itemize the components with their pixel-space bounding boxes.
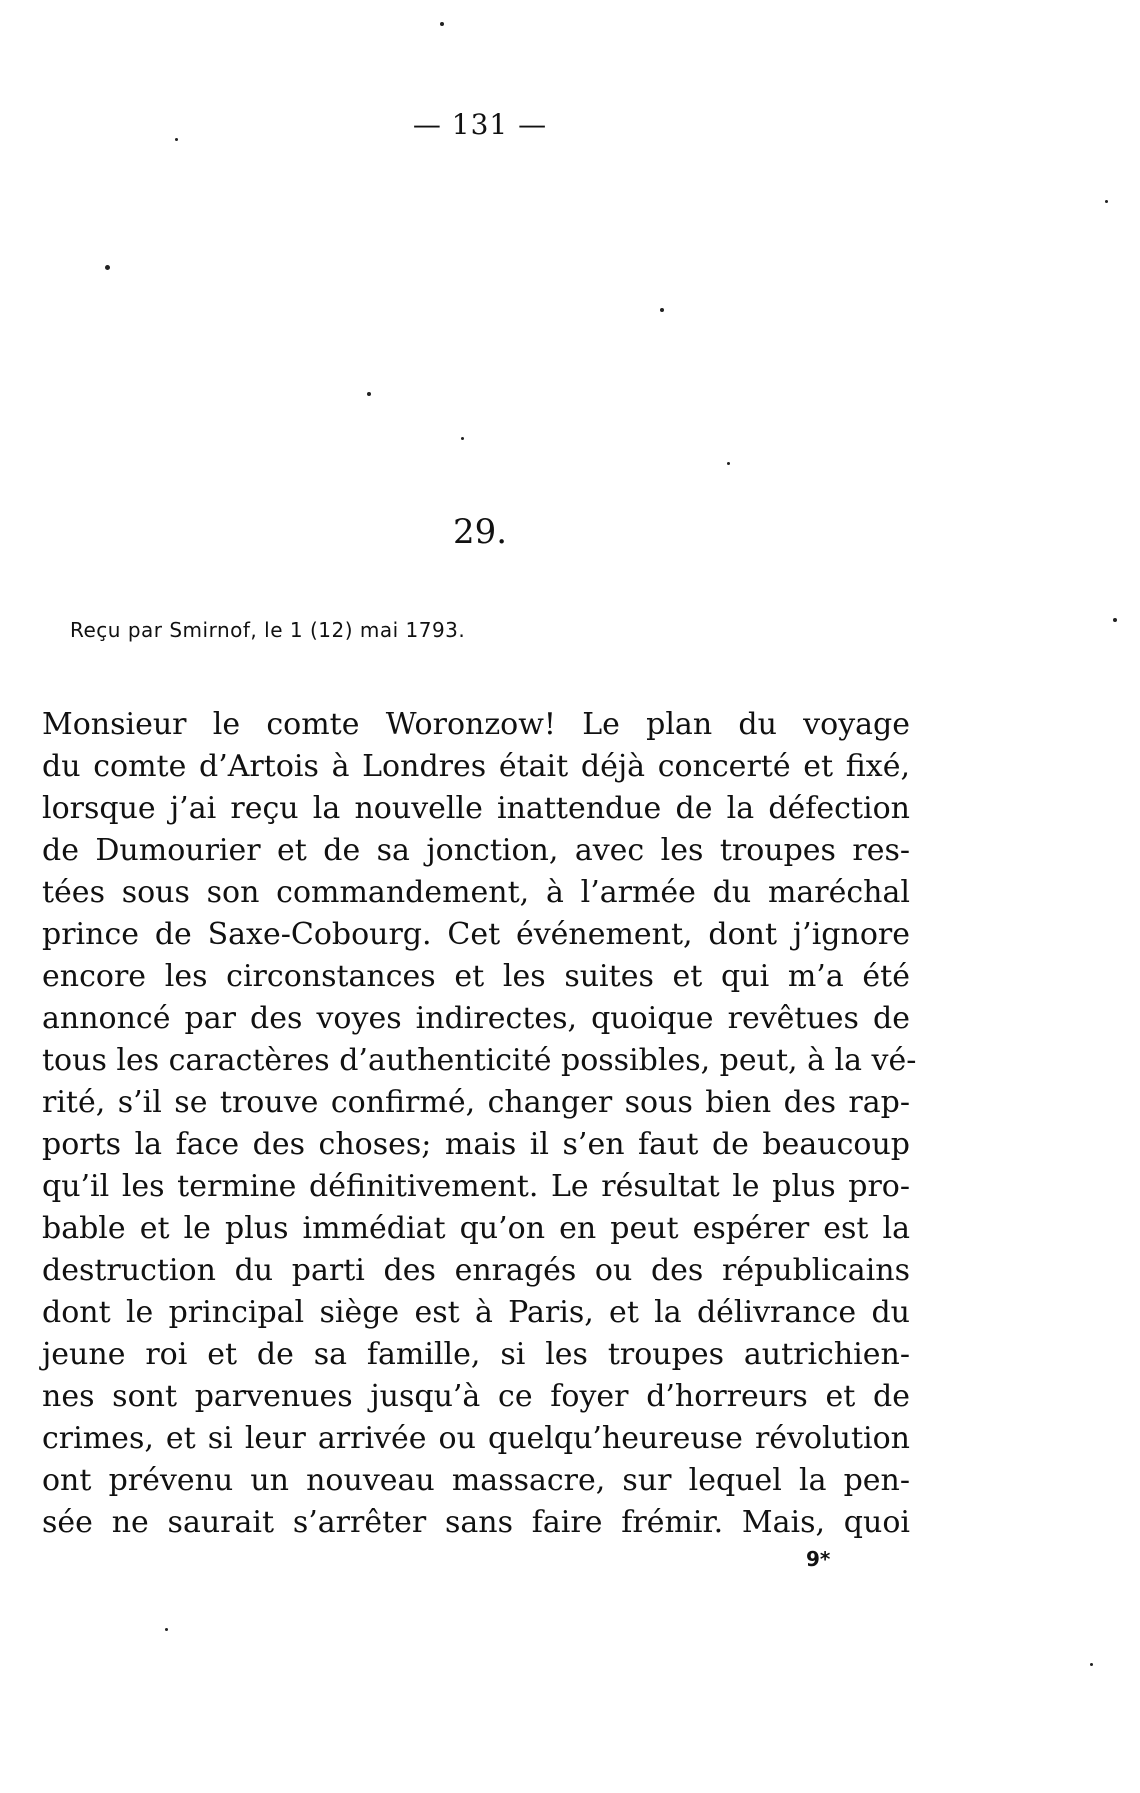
receipt-note: Reçu par Smirnof, le 1 (12) mai 1793. [70, 618, 466, 642]
scan-speck [440, 22, 444, 26]
text-line: nes sont parvenues jusqu’à ce foyer d’horreurs et de [42, 1379, 910, 1414]
page-number: — 131 — [412, 108, 548, 141]
text-line: qu’il les termine définitivement. Le résultat le plus pro- [42, 1169, 910, 1204]
text-line: ports la face des choses; mais il s’en faut de beaucoup [42, 1127, 910, 1162]
text-line: annoncé par des voyes indirectes, quoique revêtues de [42, 1001, 910, 1036]
text-line: encore les circonstances et les suites et qui m’a été [42, 959, 910, 994]
text-line: lorsque j’ai reçu la nouvelle inattendue de la défection [42, 791, 910, 826]
text-line: sée ne saurait s’arrêter sans faire frémir. Mais, quoi [42, 1505, 910, 1540]
scan-speck [1105, 200, 1108, 203]
scan-speck [660, 308, 664, 312]
text-line: tous les caractères d’authenticité possibles, peut, à la vé- [42, 1043, 917, 1078]
text-line: du comte d’Artois à Londres était déjà concerté et fixé, [42, 749, 910, 784]
text-line: dont le principal siège est à Paris, et la délivrance du [42, 1295, 910, 1330]
text-line: prince de Saxe-Cobourg. Cet événement, dont j’ignore [42, 917, 910, 952]
scan-speck [175, 138, 178, 141]
letter-number: 29. [452, 512, 508, 552]
text-line: bable et le plus immédiat qu’on en peut espérer est la [42, 1211, 910, 1246]
scan-speck [1113, 618, 1117, 622]
text-line: jeune roi et de sa famille, si les troupes autrichien- [42, 1337, 910, 1372]
text-line: destruction du parti des enragés ou des républicains [42, 1253, 910, 1288]
text-line: tées sous son commandement, à l’armée du maréchal [42, 875, 910, 910]
text-line: rité, s’il se trouve confirmé, changer sous bien des rap- [42, 1085, 910, 1120]
scan-speck [367, 392, 371, 396]
text-line: crimes, et si leur arrivée ou quelqu’heureuse révolution [42, 1421, 910, 1456]
scan-speck [165, 1628, 168, 1631]
text-line: Monsieur le comte Woronzow! Le plan du voyage [42, 707, 910, 742]
text-line: ont prévenu un nouveau massacre, sur lequel la pen- [42, 1463, 910, 1498]
scan-speck [105, 265, 110, 270]
scan-speck [727, 462, 730, 465]
scan-speck [461, 437, 464, 440]
signature-mark: 9* [806, 1547, 831, 1571]
text-line: de Dumourier et de sa jonction, avec les troupes res- [42, 833, 910, 868]
scan-speck [1090, 1663, 1093, 1666]
letter-body [42, 704, 917, 1544]
